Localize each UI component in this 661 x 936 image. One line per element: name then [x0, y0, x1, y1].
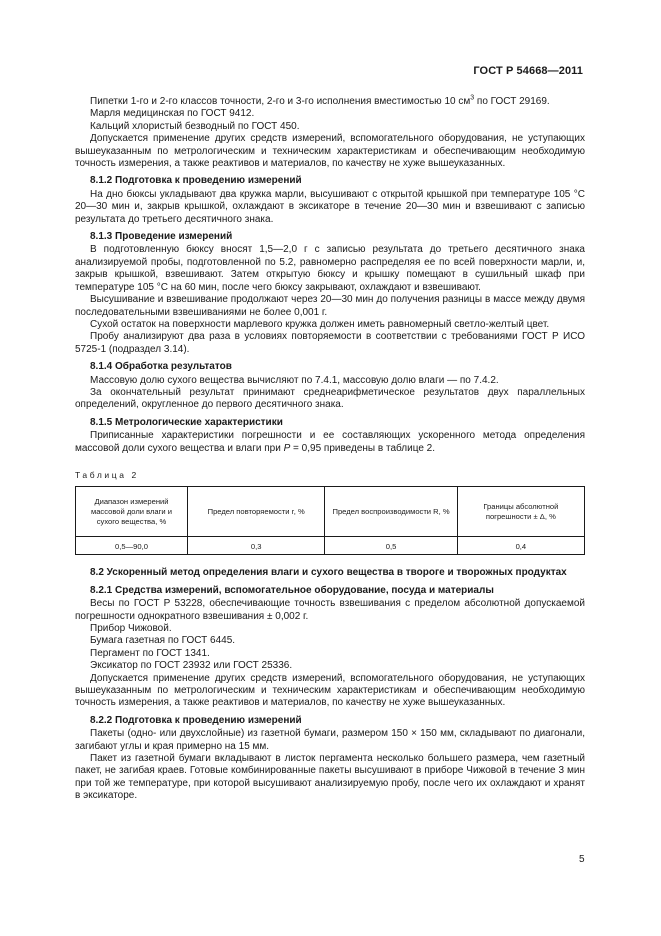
metrology-table: [75, 486, 585, 555]
table-header-cell: Предел повторяемости r, %: [187, 487, 324, 537]
paragraph: Эксикатор по ГОСТ 23932 или ГОСТ 25336.: [90, 660, 293, 672]
section-heading: 8.1.4 Обработка результатов: [90, 361, 232, 373]
table-caption: Таблица 2: [75, 469, 139, 480]
section-heading: 8.1.5 Метрологические характеристики: [90, 416, 283, 428]
table-cell: 0,5: [325, 537, 457, 555]
paragraph: Кальций хлористый безводный по ГОСТ 450.: [90, 120, 300, 132]
paragraph: Массовую долю сухого вещества вычисляют по 7.4.1, массовую долю влаги — по 7.4.2.: [90, 374, 499, 386]
paragraph: Пробу анализируют два раза в условиях повторяемости в соответствии с требованиями ГОСТ Р ИСО 5725-1 (подраздел 3.14).: [75, 331, 585, 355]
table-header-cell: Границы абсолютной погрешности ± Δ, %: [457, 487, 584, 537]
section-heading: 8.1.2 Подготовка к проведению измерений: [90, 175, 302, 187]
section-heading: 8.2.1 Средства измерений, вспомогательное оборудование, посуда и материалы: [90, 584, 494, 596]
paragraph: Весы по ГОСТ Р 53228, обеспечивающие точность взвешивания с пределом абсолютной допускаемой погрешности однократного взвешивания ± 0,002 г.: [75, 598, 585, 622]
paragraph: За окончательный результат принимают среднеарифметическое результатов двух параллельных определений, округленное до первого десятичного знака.: [75, 386, 585, 411]
paragraph: Прибор Чижовой.: [90, 623, 172, 634]
paragraph: Пакеты (одно- или двухслойные) из газетной бумаги, размером 150 × 150 мм, складывают по диагонали, загибают углы и края примерно на 15 мм.: [75, 728, 585, 752]
paragraph: Приписанные характеристики погрешности и ее составляющих ускоренного метода определения массовой доли сухого вещества и влаги при P = 0,95 приведены в таблице 2.: [75, 430, 585, 454]
section-heading: 8.1.3 Проведение измерений: [90, 231, 233, 243]
paragraph: Бумага газетная по ГОСТ 6445.: [90, 635, 236, 647]
table-cell: 0,5—90,0: [76, 537, 188, 555]
table-cell: 0,4: [457, 537, 584, 555]
paragraph: Пипетки 1-го и 2-го классов точности, 2-го и 3-го исполнения вместимостью 10 $см^3$ по ГОСТ 29169.: [90, 94, 550, 107]
paragraph: Сухой остаток на поверхности марлевого кружка должен иметь равномерный светло-желтый цвет.: [90, 318, 550, 330]
paragraph: Допускается применение других средств измерений, вспомогательного оборудования, не уступающих вышеуказанным по метрологическим и техническим характеристикам и обеспечивающим необходимую точность измерения, а также реактивов и материалов, по качеству не хуже вышеуказанных.: [75, 133, 585, 170]
paragraph: Пергамент по ГОСТ 1341.: [90, 647, 210, 659]
document-body: [75, 96, 585, 803]
paragraph: Высушивание и взвешивание продолжают через 20—30 мин до получения разницы в массе между двумя последовательными взвешиваниями не более 0,001 г.: [75, 294, 585, 318]
section-heading: 8.2 Ускоренный метод определения влаги и сухого вещества в твороге и творожных продуктах: [90, 567, 567, 579]
table-header-row: [76, 487, 585, 537]
table-header-cell: Диапазон измерений массовой доли влаги и сухого вещества, %: [76, 487, 188, 537]
paragraph: На дно бюксы укладывают два кружка марли, высушивают с открытой крышкой при температуре 105 °С 20—30 мин и, закрыв крышкой, охлаждают в эксикаторе в течение 20—30 мин и взвешивают с записью результата до третьего десятичного знака.: [75, 188, 585, 225]
paragraph: Допускается применение других средств измерений, вспомогательного оборудования, не уступающих вышеуказанным по метрологическим и техническим характеристикам и обеспечивающим необходимую точность измерения, а также реактивов и материалов, по качеству не хуже вышеуказанных.: [75, 672, 585, 709]
page-number: 5: [579, 854, 585, 865]
table-cell: 0,3: [187, 537, 324, 555]
paragraph: Марля медицинская по ГОСТ 9412.: [90, 108, 255, 120]
page-header-standard-number: ГОСТ Р 54668—2011: [473, 65, 583, 77]
table-header-cell: Предел воспроизводимости R, %: [325, 487, 457, 537]
table-row: [76, 537, 585, 555]
section-heading: 8.2.2 Подготовка к проведению измерений: [90, 714, 302, 726]
paragraph: В подготовленную бюксу вносят 1,5—2,0 г с записью результата до третьего десятичного знака анализируемой пробы, подготовленной по 5.2, равномерно распределяя ее по всей поверхности марли, и, закрыв крышкой, взвешивают. Затем открытую бюксу и крышку помещают в сушильный шкаф при температуре 105 °С на 60 мин, после чего бюксу закрывают, охлаждают и взвешивают.: [75, 244, 585, 293]
paragraph: Пакет из газетной бумаги вкладывают в листок пергамента несколько большего размера, чем газетный пакет, не загибая краев. Готовые комбинированные пакеты высушивают в приборе Чижовой в течение 3 мин при той же температуре, при которой высушивают анализируемую пробу, после чего их охлаждают и хранят в эксикаторе.: [75, 753, 585, 802]
